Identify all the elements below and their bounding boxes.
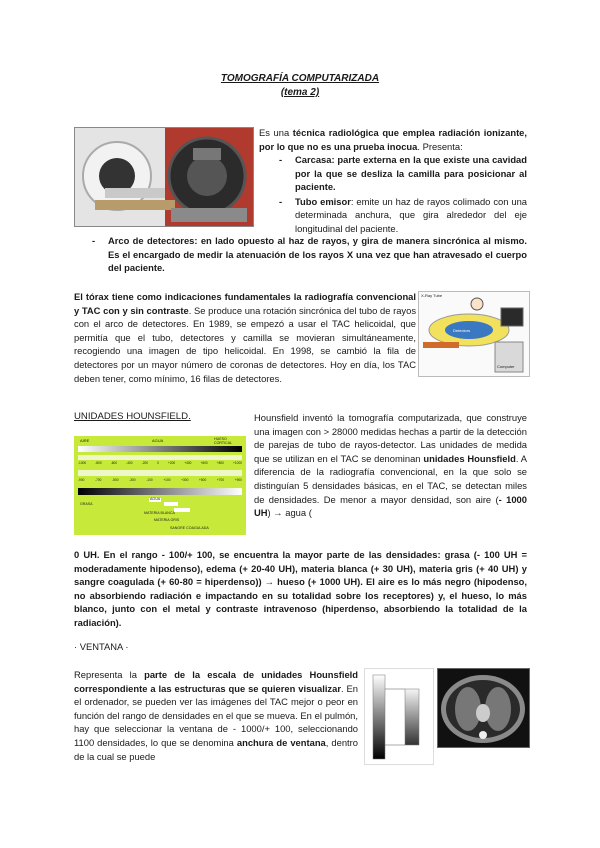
page-subtitle: (tema 2)	[280, 87, 320, 98]
diagram-label: Computer	[497, 364, 515, 369]
diagram-label: Detectors	[453, 328, 471, 333]
list-item: - Carcasa: parte externa en la que existe una cavidad por la que se desliza la camilla para posicionar al paciente.	[259, 153, 527, 194]
components-list	[259, 153, 527, 236]
list-item: - Tubo emisor: emite un haz de rayos colimado con una determinada anchura, que gira alrededor del eje longitudinal del paciente.	[259, 195, 527, 236]
detector-item: - Arco de detectores: en lado opuesto al haz de rayos, y gira de manera sincrónica al mismo. Es el encargado de medir la atenuación de los rayos X una vez que han atravesado el cuerpo del paciente.	[92, 235, 527, 274]
ventana-paragraph: Representa la parte de la escala de unidades Hounsfield correspondiente a las estructuras que se quieren visualizar. En el ordenador, se pueden ver las imágenes del TAC mejor o peor en función del rango de densidades en el que se mueva. En el pulmón, hay que seleccionar la ventana de - 1000/+ 100, seleccionando 1100 densidades, lo que se denomina anchura de ventana, dentro de la cual se puede	[74, 669, 358, 762]
ct-diagram	[418, 291, 530, 377]
scale-label: HUESO CORTICAL	[214, 437, 233, 445]
ct-scanner-photo	[74, 127, 254, 227]
scale-label: AGUA	[150, 497, 161, 501]
scale-label: MATERIA BLANCA	[144, 511, 175, 515]
hounsfield-paragraph-a: Hounsfield inventó la tomografía computarizada, que construye una imagen con > 28000 medidas hechas a partir de la detección de parejas de tubo de rayos-detector. Las unidades de medida que se utilizan en el TAC se denominan unidades Hounsfield. A diferencia de la radiografía convencional, en la que solo se distinguían 5 densidades básicas, en el TAC, se detectan miles de densidades. De menor a mayor densidad, son aire (- 1000 UH) → agua (	[254, 412, 527, 519]
scale-ticks-top: -1000 -800 -600 -400 -200 0 +200 +400 +600 +800 +1000	[78, 461, 242, 465]
scale-label: AIRE	[80, 438, 90, 443]
torax-paragraph: El tórax tiene como indicaciones fundamentales la radiografía convencional y TAC con y sin contraste. Se produce una rotación sincrónica del tubo de rayos con el arco de detectores. En 1989, se empezó a usar el TAC helicoidal, que permitía que el tubo, detectores y camilla se movieran simultáneamente, recogiendo una imagen de tipo helicoidal. En 1998, se cambió la fila de detectores por un mayor número de coronas de detectores. Hoy en día, los TAC deben tener, como mínimo, 16 filas de detectores.	[74, 291, 417, 384]
page-title: TOMOGRAFÍA COMPUTARIZADA	[220, 73, 380, 84]
scale-ticks-bottom: -900 -700 -500 -300 -100 +100 +300 +500 +700 +900	[78, 478, 242, 482]
scale-label: MATERIA GRIS	[154, 518, 180, 522]
diagram-label: X-Ray Tube	[421, 293, 443, 298]
scale-label: SANGRE COAGULADA	[170, 526, 209, 530]
section-heading-hounsfield: UNIDADES HOUNSFIELD.	[74, 411, 191, 422]
hounsfield-paragraph-b: 0 UH. En el rango - 100/+ 100, se encuentra la mayor parte de las densidades: grasa (- 100 UH = moderadamente hipodenso), edema (+ 20-40 UH), materia blanca (+ 30 UH), materia gris (+ 40 UH) y sangre coagulada (+ 60-80 = hiperdenso)) → hueso (+ 1000 UH). El aire es lo más negro (hipodenso, no absorbiendo radiación e impactando en su totalidad sobre los receptores) y, el hueso, lo más blanco, junto con el metal y contraste intravenoso (hiperdenso, absorbiendo la totalidad de la radiación).	[74, 549, 527, 628]
window-scale-figure	[364, 668, 434, 765]
scale-label: AGUA	[152, 438, 164, 443]
hounsfield-scale-figure	[74, 436, 246, 535]
scale-label: GRASA	[80, 502, 93, 506]
lung-ct-image	[437, 668, 530, 748]
intro-paragraph: Es una técnica radiológica que emplea radiación ionizante, por lo que no es una prueba inocua. Presenta:	[259, 127, 528, 152]
section-heading-ventana: · VENTANA ·	[74, 641, 129, 652]
